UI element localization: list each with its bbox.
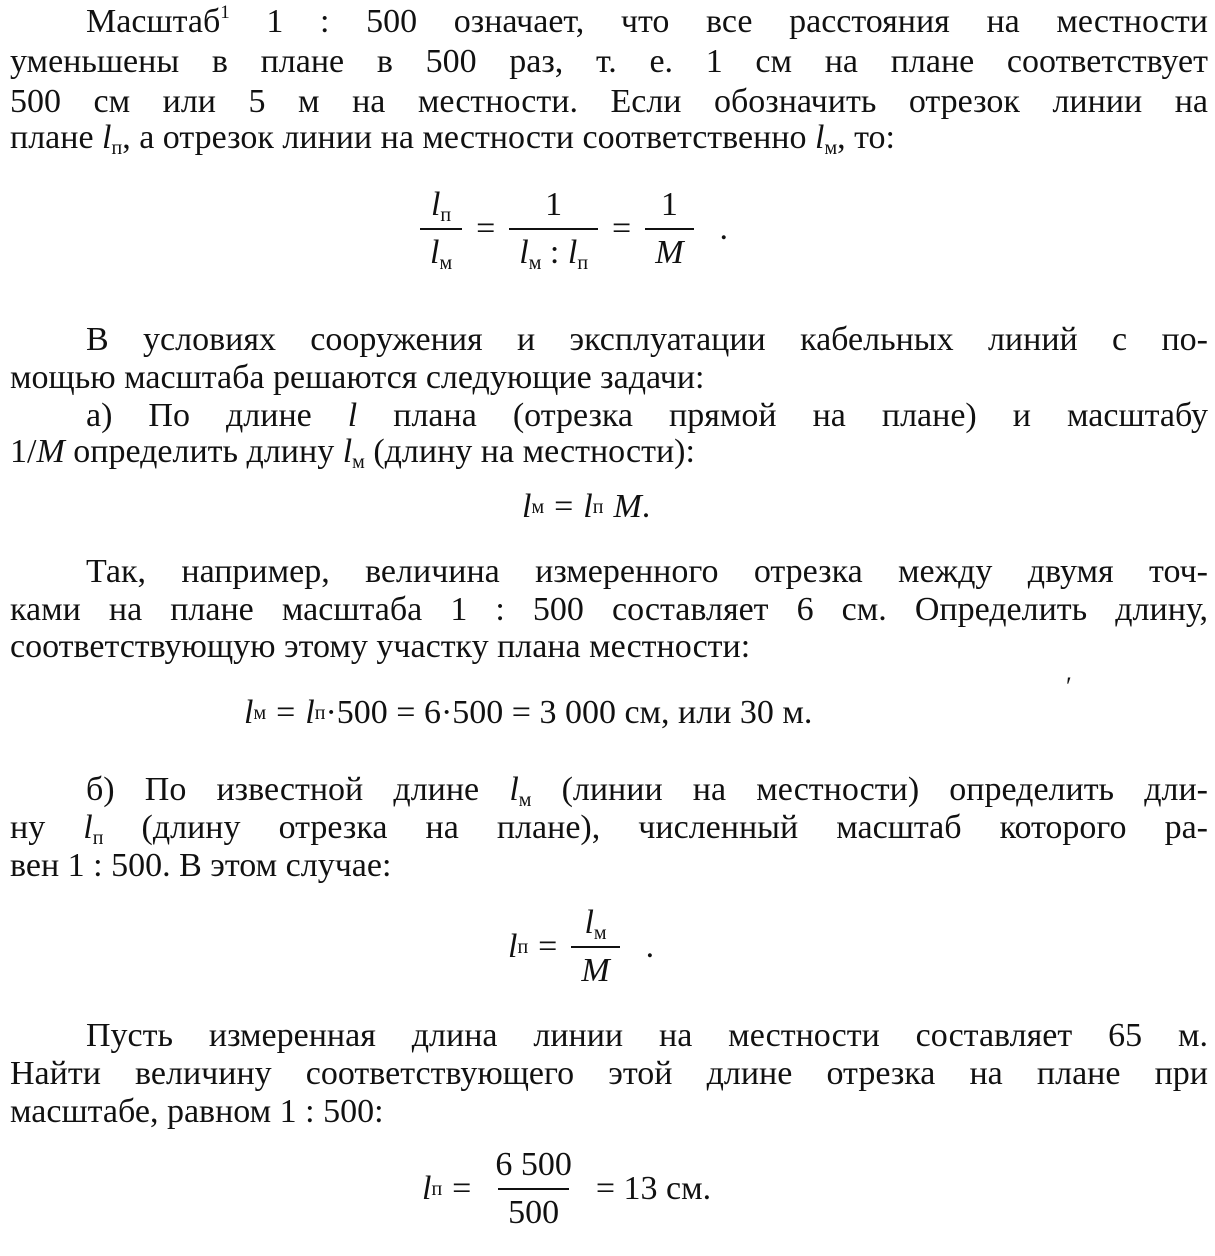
formula-example-a: l м = l п · 500 = 6·500 = 3 000 см, или 30 м. — [244, 694, 813, 731]
text-line: уменьшены в плане в 500 раз, т. е. 1 см на плане соответствует — [10, 43, 1208, 80]
fraction: $\frac{l_м}{M}$ — [571, 904, 619, 990]
text-line: масштабе, равном 1 : 500: — [10, 1093, 384, 1130]
text-line: а) По длине l плана (отрезка прямой на плане) и масштабу — [86, 397, 1208, 434]
formula-scale-ratio: $\frac{l_п}{l_м}$ = $\frac{1}{l_м : l_п}$ = $\frac{1}{M}$ . — [416, 186, 728, 272]
text-line: ками на плане масштаба 1 : 500 составляет 6 см. Определить длину, — [10, 591, 1208, 628]
fraction: $\frac{1}{M}$ — [645, 186, 693, 272]
stray-mark: ′ — [1066, 672, 1072, 701]
text-line: соответствующую этому участку плана местности: — [10, 628, 751, 665]
text-line: плане $l_п$, а отрезок линии на местности соответственно $l_м$, то: — [10, 119, 895, 159]
fraction: $\frac{l_п}{l_м}$ — [420, 186, 462, 272]
text-line: Так, например, величина измеренного отрезка между двумя точ- — [86, 553, 1208, 590]
text-line: ну $l_п$ (длину отрезка на плане), численный масштаб которого ра- — [10, 809, 1208, 849]
fraction: $\frac{1}{l_м : l_п}$ — [509, 186, 598, 272]
formula-ground-length: l м = l п M . — [522, 488, 651, 525]
text-line: мощью масштаба решаются следующие задачи: — [10, 359, 705, 396]
text-line: Масштаб$^1$ 1 : 500 означает, что все расстояния на местности — [86, 2, 1208, 40]
text-line: вен 1 : 500. В этом случае: — [10, 847, 392, 884]
fraction: $\frac{6 500}{500}$ — [495, 1146, 572, 1231]
text-line: 500 см или 5 м на местности. Если обозначить отрезок линии на — [10, 83, 1208, 120]
formula-example-b: l п = $\frac{6 500}{500}$ = 13 см. — [422, 1146, 712, 1231]
formula-plan-length: l п = $\frac{l_м}{M}$ . — [508, 904, 655, 989]
text-line: В условиях сооружения и эксплуатации кабельных линий с по- — [86, 321, 1208, 358]
text-line: б) По известной длине $l_м$ (линии на местности) определить дли- — [86, 771, 1208, 811]
text-line: 1/M определить длину $l_м$ (длину на местности): — [10, 433, 695, 473]
text-line: Найти величину соответствующего этой длине отрезка на плане при — [10, 1055, 1208, 1092]
text-line: Пусть измеренная длина линии на местности составляет 65 м. — [86, 1017, 1208, 1054]
